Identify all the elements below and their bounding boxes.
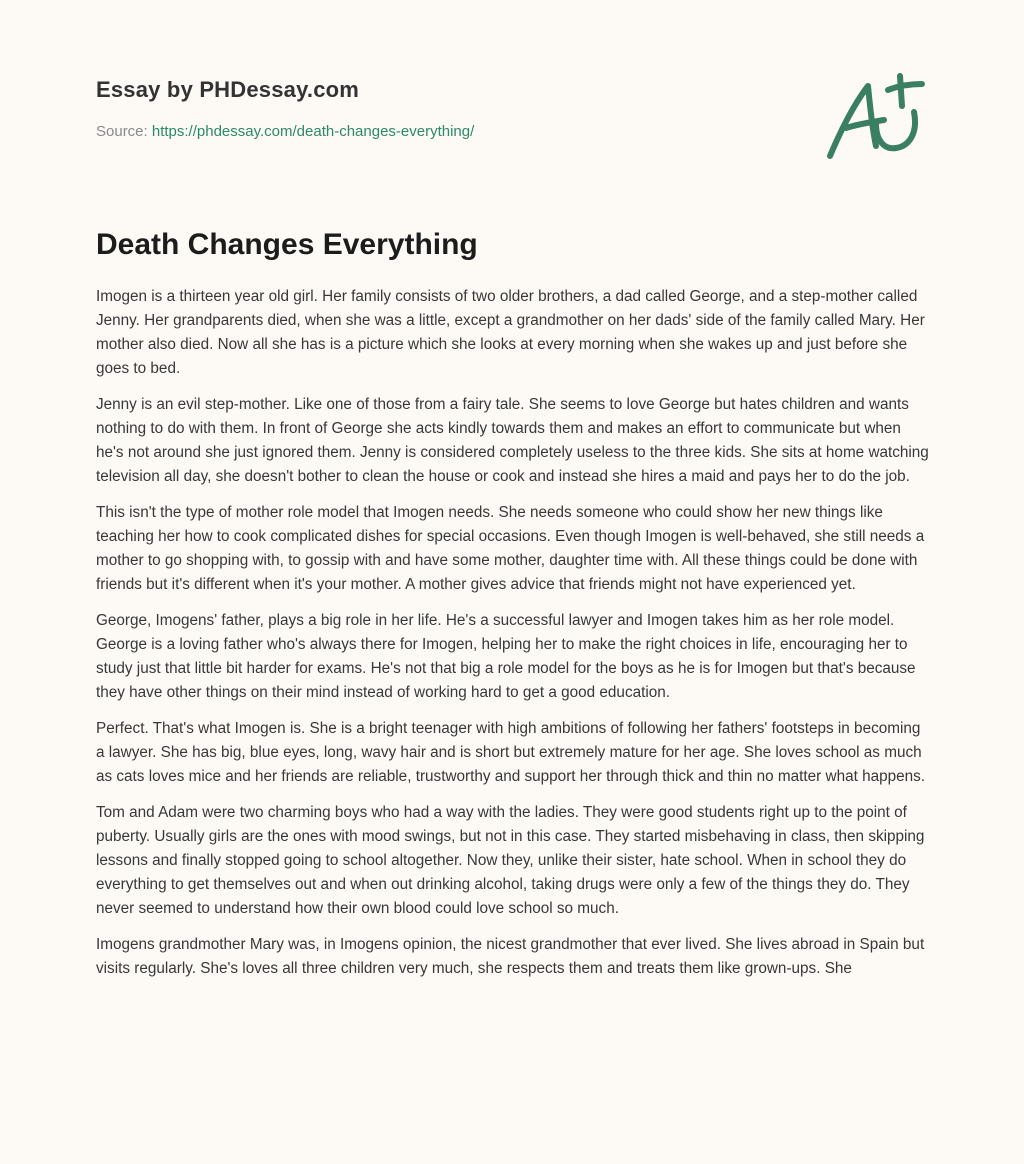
source-link[interactable]: https://phdessay.com/death-changes-everything/ xyxy=(151,123,475,140)
essay-title: Death Changes Everything xyxy=(96,228,478,261)
essay-paragraph: Perfect. That's what Imogen is. She is a bright teenager with high ambitions of following her fathers' footsteps in becoming a lawyer. She has big, blue eyes, long, wavy hair and is short but extremely mature for her age. She loves school as much as cats loves mice and her friends are reliable, trustworthy and support her through thick and thin no matter what happens. xyxy=(96,720,926,785)
essay-paragraph: This isn't the type of mother role model that Imogen needs. She needs someone who could show her new things like teaching her how to cook complicated dishes for special occasions. Even though Imogen is well-behaved, she still needs a mother to go shopping with, to gossip with and have some mother, daughter time with. All these things could be done with friends but it's different when it's your mother. A mother gives advice that friends might not have experienced yet. xyxy=(96,504,925,593)
page-header xyxy=(96,74,796,142)
essay-paragraph: Imogens grandmother Mary was, in Imogens opinion, the nicest grandmother that ever lived. She lives abroad in Spain but visits regularly. She's loves all three children very much, she respects them and treats them like grown-ups. She xyxy=(96,936,925,977)
source-line xyxy=(96,122,796,142)
site-title: Essay by PHDessay.com xyxy=(96,77,360,102)
source-label: Source: xyxy=(96,123,148,140)
essay-paragraph: Imogen is a thirteen year old girl. Her family consists of two older brothers, a dad called George, and a step-mother called Jenny. Her grandparents died, when she was a little, except a grandmother on her dads' side of the family called Mary. Her mother also died. Now all she has is a picture which she looks at every morning when she wakes up and just before she goes to bed. xyxy=(96,288,925,377)
essay-paragraph: Jenny is an evil step-mother. Like one of those from a fairy tale. She seems to love George but hates children and wants nothing to do with them. In front of George she acts kindly towards them and makes an effort to communicate but when he's not around she just ignored them. Jenny is considered completely useless to the three kids. She sits at home watching television all day, she doesn't bother to clean the house or cook and instead she hires a maid and pays her to do the job. xyxy=(96,396,929,485)
essay-paragraph: George, Imogens' father, plays a big role in her life. He's a successful lawyer and Imogen takes him as her role model. George is a loving father who's always there for Imogen, helping her to make the right choices in life, encouraging her to study just that little bit harder for exams. He's not that big a role model for the boys as he is for Imogen but that's because they have other things on their mind instead of working hard to get a good education. xyxy=(96,612,916,701)
essay-paragraph: Tom and Adam were two charming boys who had a way with the ladies. They were good students right up to the point of puberty. Usually girls are the ones with mood swings, but not in this case. They started misbehaving in class, then skipping lessons and finally stopped going to school altogether. Now they, unlike their sister, hate school. When in school they do everything to get themselves out and when out drinking alcohol, taking drugs were only a few of the things they do. They never seemed to understand how their own blood could love school so much. xyxy=(96,804,925,917)
essay-content xyxy=(96,224,932,993)
a-plus-grade-icon xyxy=(818,66,934,166)
